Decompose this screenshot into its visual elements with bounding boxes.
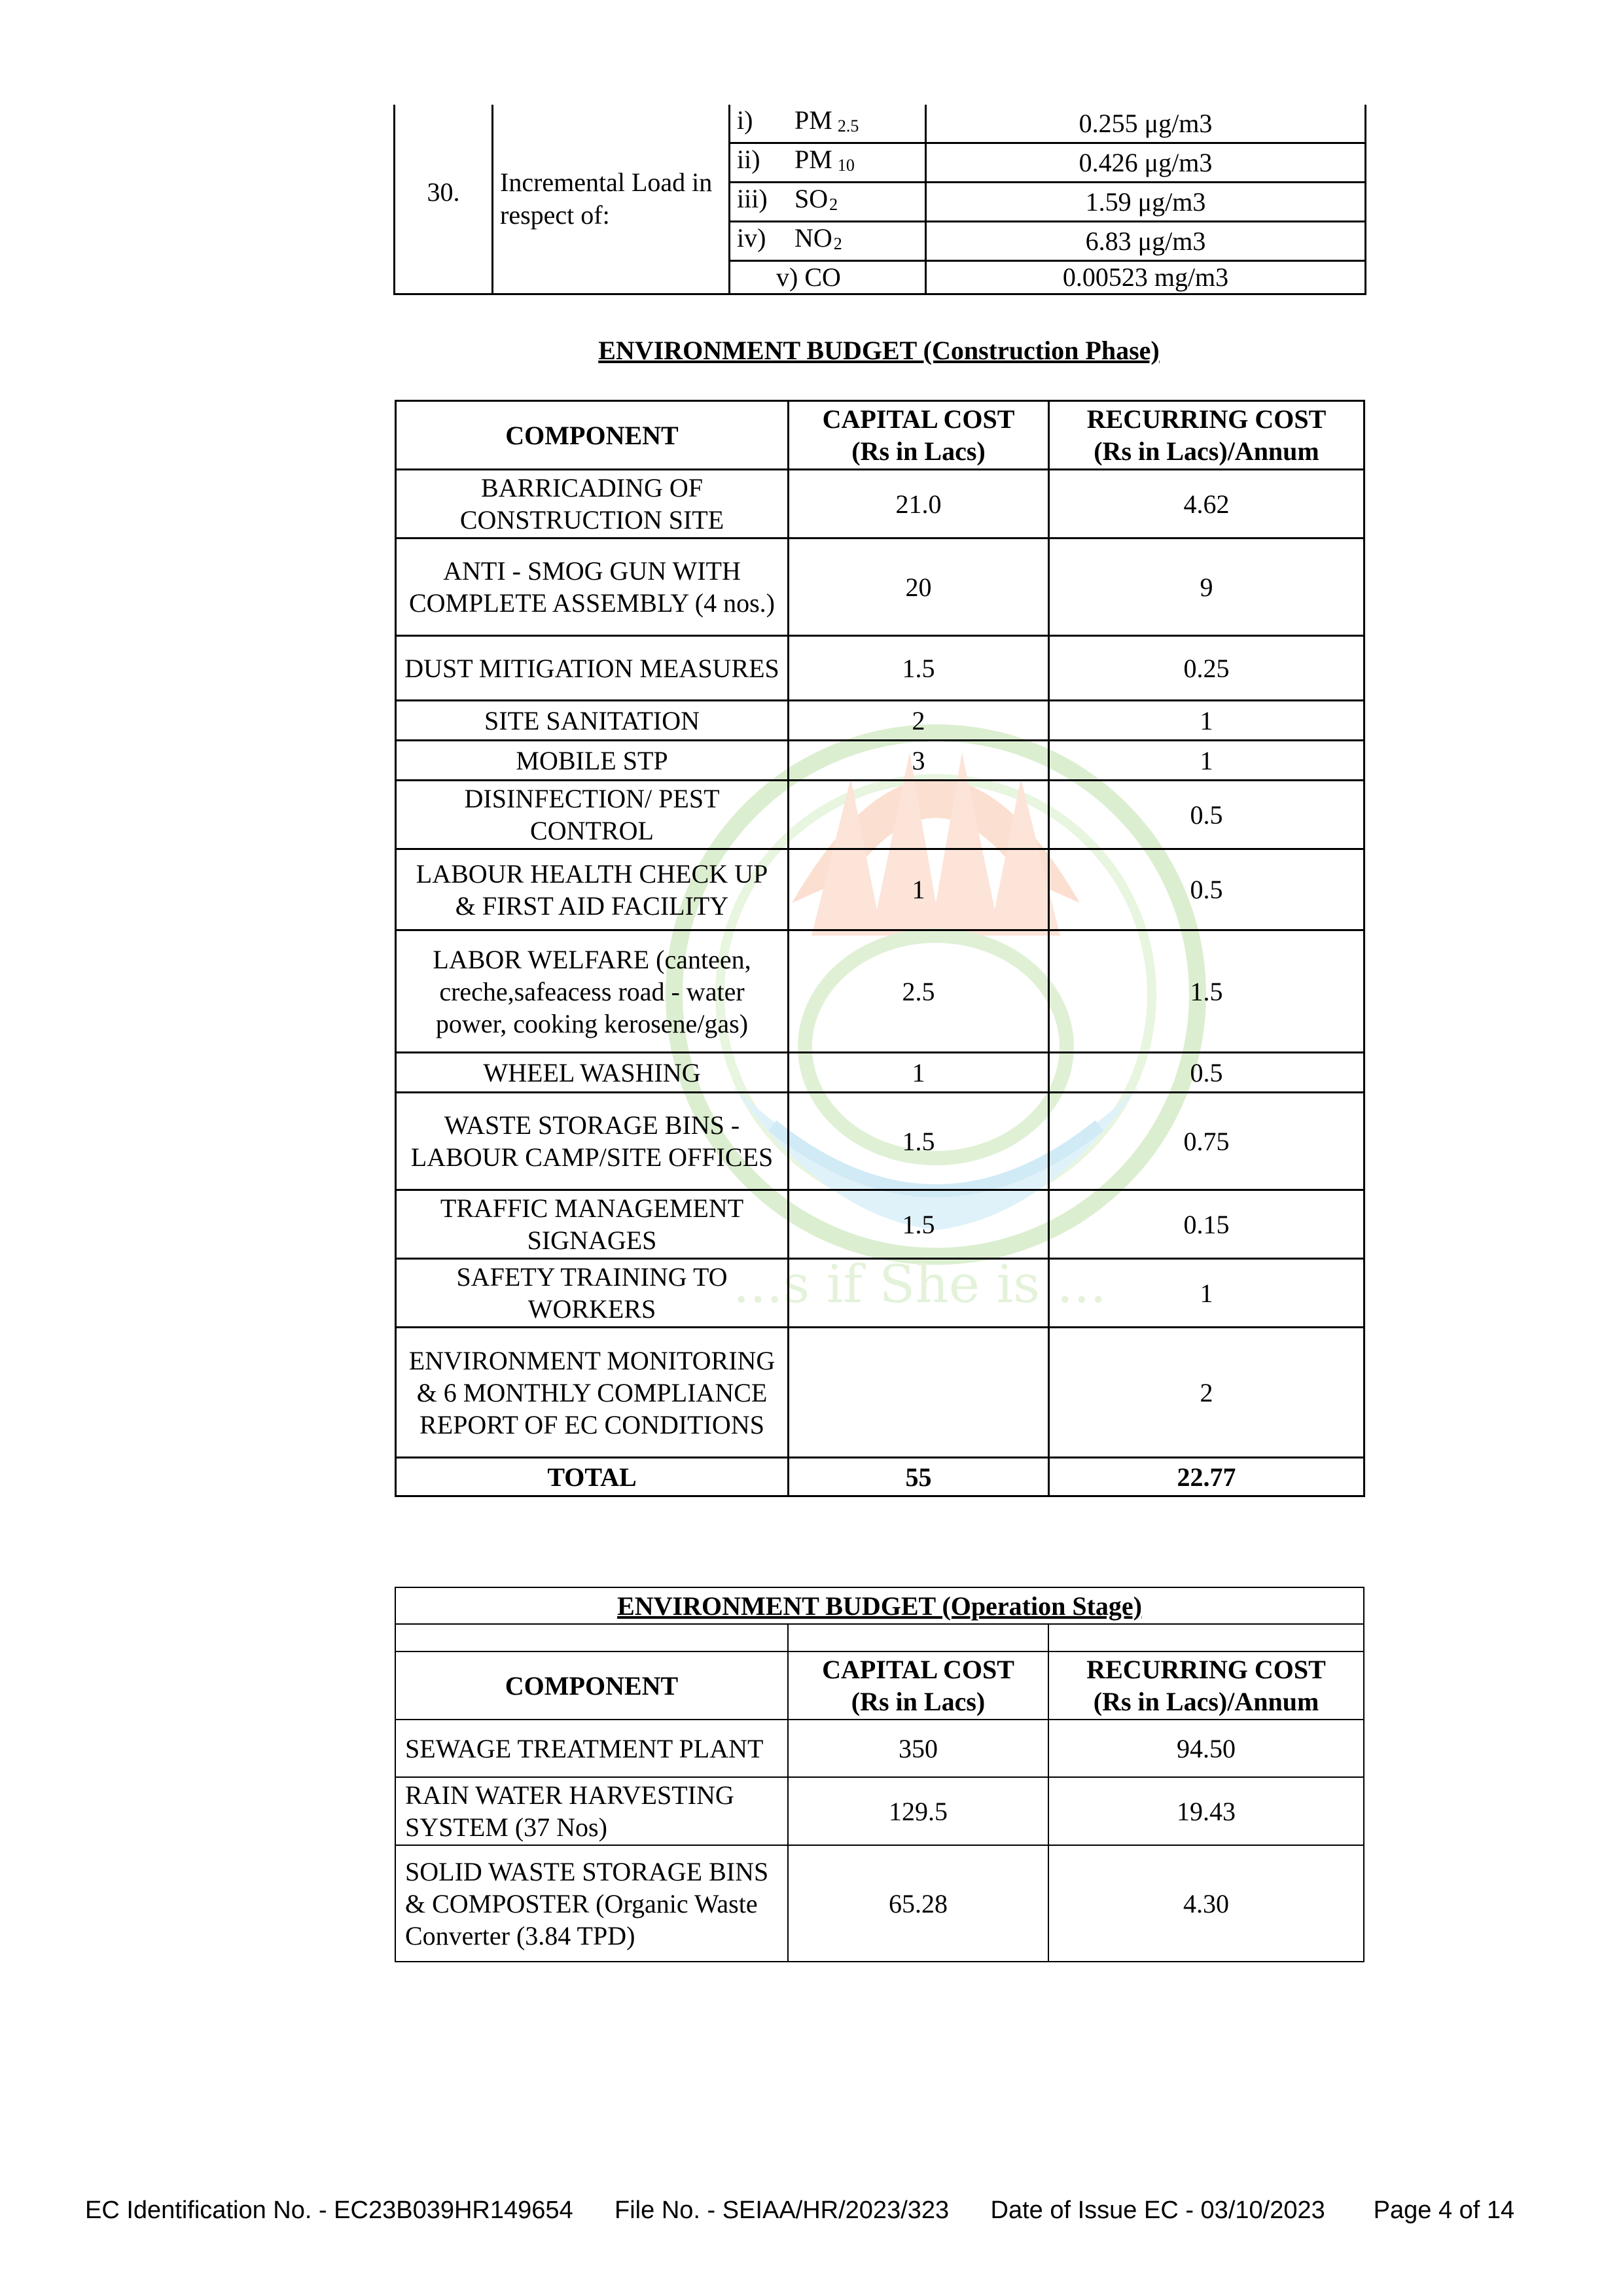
recurring-cost-cell: 0.5 [1049, 1053, 1364, 1093]
header-row [395, 1651, 1364, 1720]
component-cell: SITE SANITATION [396, 701, 789, 741]
recurring-cost-cell: 2 [1049, 1328, 1364, 1458]
component-cell: ENVIRONMENT MONITORING & 6 MONTHLY COMPLIANCE REPORT OF EC CONDITIONS [396, 1328, 789, 1458]
table-row [395, 1777, 1364, 1845]
construction-budget-table [395, 400, 1365, 1497]
component-cell: WASTE STORAGE BINS - LABOUR CAMP/SITE OFFICES [396, 1093, 789, 1190]
total-recurring: 22.77 [1049, 1458, 1364, 1496]
component-cell: DISINFECTION/ PEST CONTROL [396, 781, 789, 849]
component-cell: DUST MITIGATION MEASURES [396, 636, 789, 701]
parameter-cell [730, 261, 926, 294]
title-row [395, 1587, 1364, 1624]
component-cell: BARRICADING OF CONSTRUCTION SITE [396, 470, 789, 539]
component-cell: LABOUR HEALTH CHECK UP & FIRST AID FACILITY [396, 849, 789, 930]
header-capital-cost: CAPITAL COST (Rs in Lacs) [788, 1651, 1048, 1720]
component-cell: LABOR WELFARE (canteen, creche,safeacess road - water power, cooking kerosene/gas) [396, 930, 789, 1053]
parameter-subscript: 2.5 [837, 116, 859, 135]
recurring-cost-cell: 4.62 [1049, 470, 1364, 539]
parameter-index: iii) [737, 184, 768, 213]
page-footer [85, 2195, 1551, 2225]
issue-date: Date of Issue EC - 03/10/2023 [990, 2197, 1325, 2224]
total-row [396, 1458, 1364, 1496]
capital-cost-cell: 129.5 [788, 1777, 1048, 1845]
header-capital-cost: CAPITAL COST (Rs in Lacs) [789, 401, 1049, 470]
component-cell: SAFETY TRAINING TO WORKERS [396, 1259, 789, 1328]
component-cell: WHEEL WASHING [396, 1053, 789, 1093]
table-row [395, 1720, 1364, 1777]
parameter-cell [730, 105, 926, 143]
parameter-index: v) CO [776, 262, 841, 292]
table-row [396, 741, 1364, 781]
header-recurring-cost: RECURRING COST (Rs in Lacs)/Annum [1048, 1651, 1364, 1720]
operation-budget-title: ENVIRONMENT BUDGET (Operation Stage) [395, 1587, 1364, 1624]
file-number: File No. - SEIAA/HR/2023/323 [615, 2197, 950, 2224]
parameter-value: 0.426 μg/m3 [926, 143, 1366, 183]
capital-cost-cell: 65.28 [788, 1845, 1048, 1962]
table-row [396, 636, 1364, 701]
ec-identification: EC Identification No. - EC23B039HR149654 [85, 2197, 573, 2224]
capital-cost-cell: 1 [789, 849, 1049, 930]
parameter-index: ii) [737, 145, 760, 174]
parameter-name: PM [794, 145, 832, 174]
recurring-cost-cell: 19.43 [1048, 1777, 1364, 1845]
table-row [396, 1190, 1364, 1259]
parameter-cell [730, 143, 926, 183]
row-label: Incremental Load in respect of: [493, 105, 730, 294]
parameter-subscript: 2 [833, 234, 842, 253]
parameter-value: 0.255 μg/m3 [926, 105, 1366, 143]
parameter-value: 1.59 μg/m3 [926, 183, 1366, 222]
capital-cost-cell: 1.5 [789, 1093, 1049, 1190]
parameter-name: SO [794, 184, 829, 213]
capital-cost-cell: 1.5 [789, 1190, 1049, 1259]
recurring-cost-cell: 0.75 [1049, 1093, 1364, 1190]
recurring-cost-cell: 94.50 [1048, 1720, 1364, 1777]
recurring-cost-cell: 4.30 [1048, 1845, 1364, 1962]
page-number: Page 4 of 14 [1373, 2197, 1515, 2224]
table-row [396, 849, 1364, 930]
header-row [396, 401, 1364, 470]
capital-cost-cell: 1 [789, 1053, 1049, 1093]
parameter-value: 6.83 μg/m3 [926, 222, 1366, 261]
recurring-cost-cell: 0.5 [1049, 781, 1364, 849]
parameter-name: PM [794, 105, 832, 135]
capital-cost-cell: 1.5 [789, 636, 1049, 701]
capital-cost-cell [789, 781, 1049, 849]
capital-cost-cell: 3 [789, 741, 1049, 781]
total-label: TOTAL [396, 1458, 789, 1496]
table-row [396, 1093, 1364, 1190]
component-cell: TRAFFIC MANAGEMENT SIGNAGES [396, 1190, 789, 1259]
table-row [396, 930, 1364, 1053]
construction-budget-title: ENVIRONMENT BUDGET (Construction Phase) [598, 336, 1160, 365]
capital-cost-cell: 350 [788, 1720, 1048, 1777]
table-row [395, 1845, 1364, 1962]
recurring-cost-cell: 9 [1049, 539, 1364, 636]
empty-row [395, 1624, 1364, 1651]
capital-cost-cell: 2 [789, 701, 1049, 741]
parameter-cell [730, 222, 926, 261]
recurring-cost-cell: 1 [1049, 1259, 1364, 1328]
parameter-index: i) [737, 105, 753, 135]
incremental-load-table [393, 105, 1366, 295]
header-component: COMPONENT [395, 1651, 788, 1720]
table-row [396, 701, 1364, 741]
recurring-cost-cell: 0.5 [1049, 849, 1364, 930]
header-component: COMPONENT [396, 401, 789, 470]
table-row [396, 470, 1364, 539]
operation-budget-table [395, 1587, 1364, 1962]
parameter-subscript: 2 [829, 195, 838, 214]
empty-cell [1048, 1624, 1364, 1651]
component-cell: MOBILE STP [396, 741, 789, 781]
table-row [396, 1328, 1364, 1458]
component-cell: RAIN WATER HARVESTING SYSTEM (37 Nos) [395, 1777, 788, 1845]
capital-cost-cell [789, 1259, 1049, 1328]
component-cell: SOLID WASTE STORAGE BINS & COMPOSTER (Organic Waste Converter (3.84 TPD) [395, 1845, 788, 1962]
incremental-row [395, 105, 1366, 143]
row-number: 30. [395, 105, 493, 294]
empty-cell [395, 1624, 788, 1651]
capital-cost-cell: 21.0 [789, 470, 1049, 539]
parameter-subscript: 10 [837, 156, 855, 175]
parameter-name: NO [794, 223, 832, 253]
parameter-index: iv) [737, 223, 766, 253]
header-recurring-cost: RECURRING COST (Rs in Lacs)/Annum [1049, 401, 1364, 470]
table-row [396, 781, 1364, 849]
empty-cell [788, 1624, 1048, 1651]
recurring-cost-cell: 1 [1049, 701, 1364, 741]
table-row [396, 1259, 1364, 1328]
table-row [396, 1053, 1364, 1093]
capital-cost-cell: 20 [789, 539, 1049, 636]
recurring-cost-cell: 0.25 [1049, 636, 1364, 701]
recurring-cost-cell: 1.5 [1049, 930, 1364, 1053]
recurring-cost-cell: 0.15 [1049, 1190, 1364, 1259]
table-row [396, 539, 1364, 636]
recurring-cost-cell: 1 [1049, 741, 1364, 781]
capital-cost-cell [789, 1328, 1049, 1458]
watermark-text: ...s if She is ... [733, 1254, 1107, 1315]
parameter-cell [730, 183, 926, 222]
parameter-value: 0.00523 mg/m3 [926, 261, 1366, 294]
capital-cost-cell: 2.5 [789, 930, 1049, 1053]
total-capital: 55 [789, 1458, 1049, 1496]
component-cell: SEWAGE TREATMENT PLANT [395, 1720, 788, 1777]
component-cell: ANTI - SMOG GUN WITH COMPLETE ASSEMBLY (4 nos.) [396, 539, 789, 636]
